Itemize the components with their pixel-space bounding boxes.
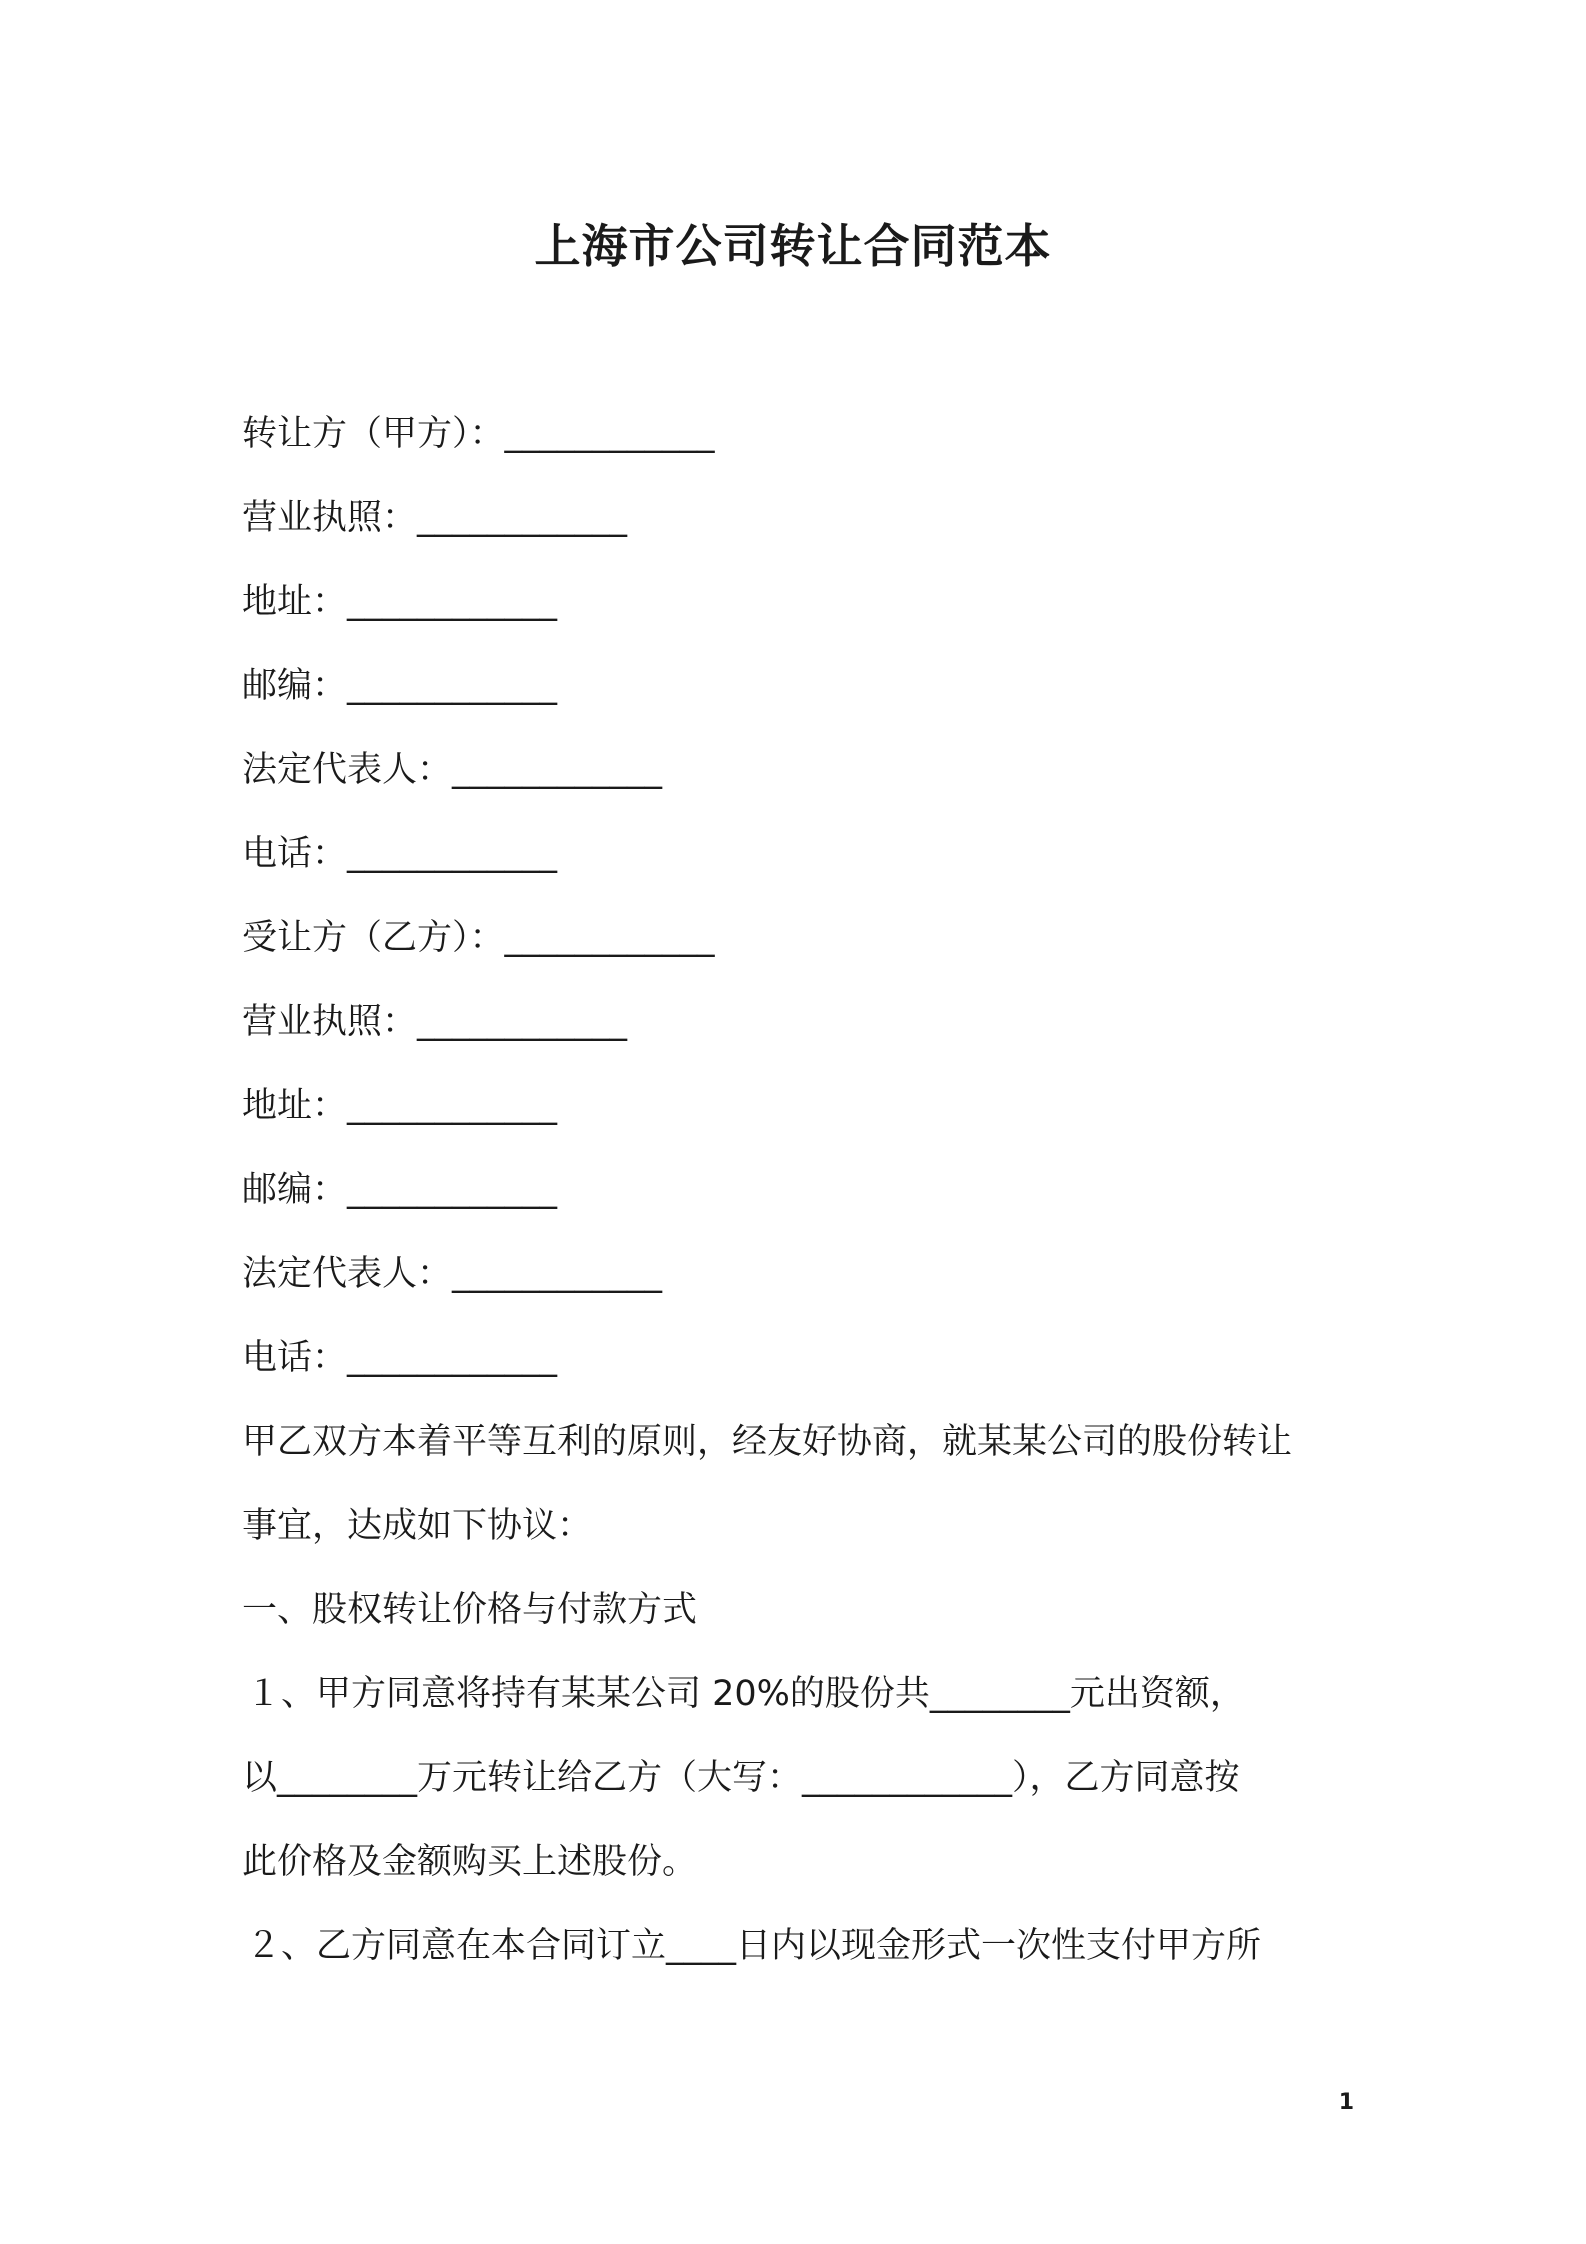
clause-1-line-1: １、甲方同意将持有某某公司 20%的股份共________元出资额， <box>246 1674 1245 1714</box>
transferor-address-line: 地址：____________ <box>242 582 558 622</box>
transferor-postcode-line: 邮编：____________ <box>242 666 558 706</box>
transferor-phone-line: 电话：____________ <box>242 834 558 874</box>
page-number: 1 <box>1338 2090 1354 2115</box>
transferee-postcode-line: 邮编：____________ <box>242 1170 558 1210</box>
transferor-legal-rep-line: 法定代表人：____________ <box>242 750 663 790</box>
transferee-line: 受让方（乙方）：____________ <box>242 918 715 958</box>
transferee-address-line: 地址：____________ <box>242 1086 558 1126</box>
transferee-phone-line: 电话：____________ <box>242 1338 558 1378</box>
transferee-legal-rep-line: 法定代表人：____________ <box>242 1254 663 1294</box>
clause-1-line-2: 以________万元转让给乙方（大写：____________），乙方同意按 <box>242 1758 1240 1798</box>
clause-1-line-3: 此价格及金额购买上述股份。 <box>242 1842 698 1882</box>
transferor-license-line: 营业执照：____________ <box>242 498 628 538</box>
document-title: 上海市公司转让合同范本 <box>534 219 1052 273</box>
transferee-license-line: 营业执照：____________ <box>242 1002 628 1042</box>
section-heading: 一、股权转让价格与付款方式 <box>242 1590 698 1630</box>
preamble-line-2: 事宜，达成如下协议： <box>242 1506 593 1546</box>
preamble-line-1: 甲乙双方本着平等互利的原则，经友好协商，就某某公司的股份转让 <box>242 1422 1293 1462</box>
clause-2-line-1: ２、乙方同意在本合同订立____日内以现金形式一次性支付甲方所 <box>246 1926 1262 1966</box>
transferor-line: 转让方（甲方）：____________ <box>242 414 715 454</box>
